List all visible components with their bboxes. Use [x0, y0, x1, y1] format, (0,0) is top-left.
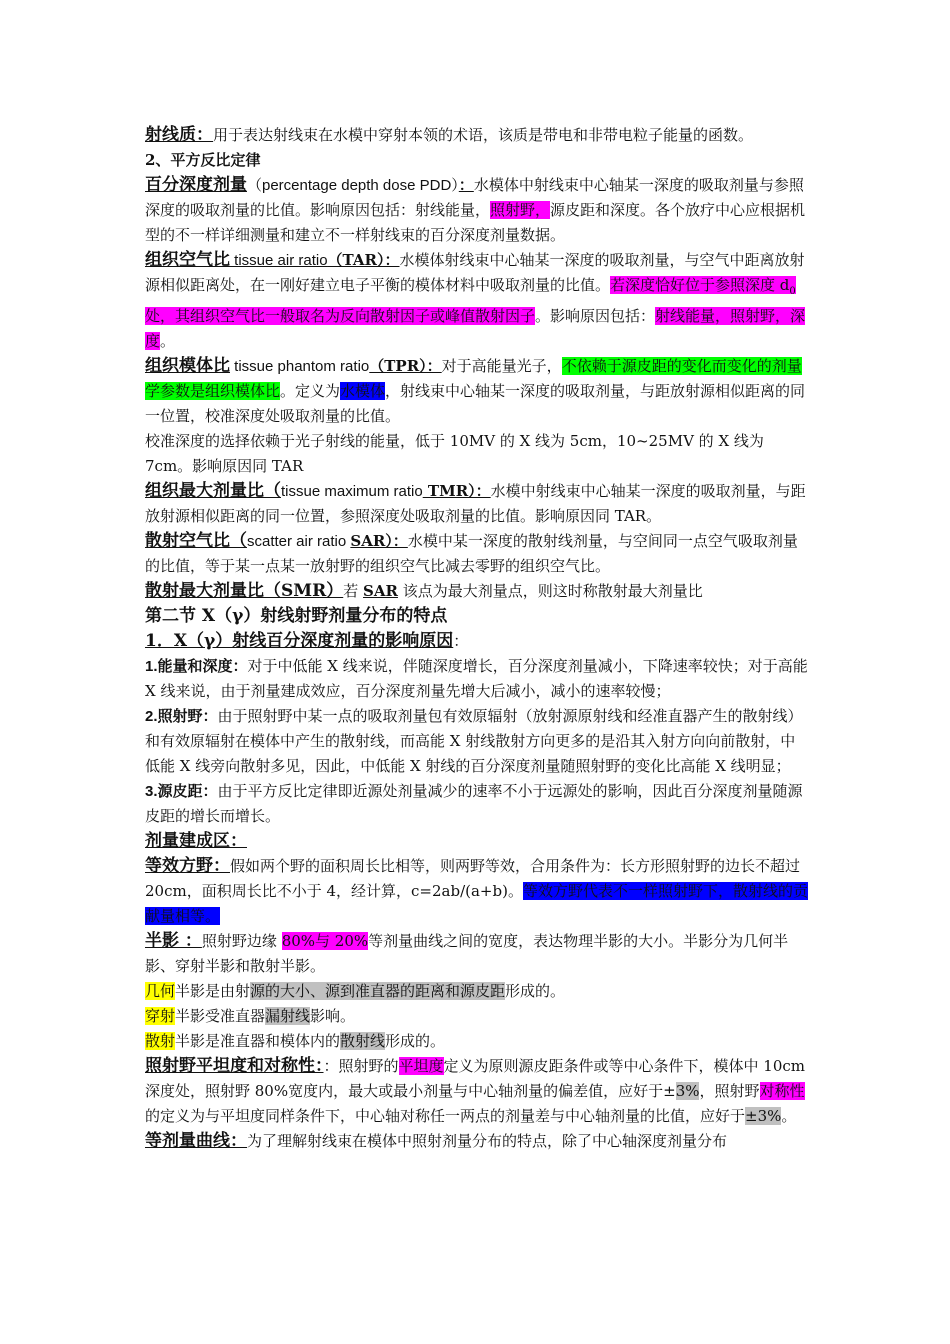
highlight-gray: 源的大小、源到准直器的距离和源皮距 — [250, 982, 506, 1000]
highlight-green: 不依赖于源皮距的变化而变化的剂量学参数是组织模体比 — [145, 357, 802, 400]
definition-text: 等剂量曲线之间的宽度，表达物理半影的大小。半影分为几何半影、穿射半影和散射半影。 — [145, 932, 789, 975]
sar-abbr: SAR — [363, 582, 398, 600]
term-isodose: 等剂量曲线： — [145, 1131, 247, 1151]
paragraph-section-two — [145, 604, 810, 629]
paragraph-tmr — [145, 479, 810, 529]
term-pdd-english: （percentage depth dose PDD） — [247, 177, 459, 194]
highlight-blue: 水模体 — [340, 382, 386, 400]
paragraph-pdd-factors-heading — [145, 629, 810, 654]
highlight-magenta: 80%与 20% — [281, 932, 369, 950]
highlight-yellow: 穿射 — [145, 1007, 176, 1025]
paragraph-ssd — [145, 779, 810, 829]
paragraph-calibration-depth — [145, 429, 810, 479]
paragraph-flatness-symmetry — [145, 1054, 810, 1129]
term-buildup: 剂量建成区： — [145, 831, 247, 851]
term-sar-abbr: SAR）： — [350, 532, 408, 550]
highlight-text: 处，其组织空气比一般取名为反向散射因子或峰值散射因子 — [145, 307, 536, 325]
paragraph-energy-depth — [145, 654, 810, 704]
definition-text: 假如两个野的面积周长比相等，则两野等效，合用条件为：长方形照射野的边长不超过 20cm，面积周长比不小于 4，经计算，c=2ab/(a+b)。 — [145, 857, 801, 900]
paragraph-field-size — [145, 704, 810, 779]
paragraph-radiation-quality — [145, 123, 810, 148]
paragraph-sar — [145, 529, 810, 579]
item-label: 2.照射野： — [145, 708, 218, 725]
term-equivalent-square: 等效方野： — [145, 856, 230, 876]
term-tpr-abbr: （TPR）： — [369, 357, 442, 375]
paragraph-transmission-penumbra — [145, 1004, 810, 1029]
subscript: 0 — [789, 286, 796, 297]
term-sar: 散射空气比（ — [145, 531, 247, 551]
term-smr: 散射最大剂量比（SMR） — [145, 581, 344, 601]
term-flatness-symmetry: 照射野平坦度和对称性： — [145, 1056, 324, 1076]
highlight-gray: ±3% — [745, 1107, 782, 1125]
term-colon: ： — [458, 176, 474, 194]
body-text: 定义为原则源皮距条件或等中心条件下，模体中 10cm 深度处，照射野 80%宽度内，最大或最小剂量与中心轴剂量的偏差值，应好于± — [145, 1057, 806, 1100]
definition-text: 若 — [343, 582, 364, 600]
definition-text: 水模体射线束中心轴某一深度的吸取剂量，与空气中距离放射源相似距离处，在一刚好建立电子平衡的模体材料中吸取剂量的比值。 — [145, 251, 805, 294]
term-tar-english: tissue air ratio — [230, 252, 328, 269]
body-text: 半影受准直器 — [175, 1007, 266, 1025]
definition-text: ，射线束中心轴某一深度的吸取剂量，与距放射源相似距离的同一位置，校准深度处吸取剂量的比值。 — [145, 382, 806, 425]
body-text: 。 — [781, 1107, 797, 1125]
section-heading: 第二节 X（γ）射线射野剂量分布的特点 — [145, 606, 448, 626]
highlight-yellow: 散射 — [145, 1032, 176, 1050]
section-heading: 2、平方反比定律 — [145, 151, 261, 169]
body-text: 的定义为与平坦度同样条件下，中心轴对称任一两点的剂量差与中心轴剂量的比值，应好于 — [145, 1107, 746, 1125]
paragraph-pdd — [145, 173, 810, 248]
definition-text: 水模中某一深度的散射线剂量，与空间同一点空气吸取剂量的比值，等于某一点某一放射野的组织空气比减去零野的组织空气比。 — [145, 532, 798, 575]
highlight-gray: 3% — [675, 1082, 700, 1100]
term-tar: 组织空气比 — [145, 250, 230, 270]
highlight-text: 若深度恰好位于参照深度 d — [610, 276, 790, 294]
term-penumbra: 半影 ： — [145, 931, 202, 951]
item-label: 3.源皮距： — [145, 783, 218, 800]
paragraph-isodose — [145, 1129, 810, 1154]
highlight-magenta: 照射野， — [490, 201, 551, 219]
paragraph-geometric-penumbra — [145, 979, 810, 1004]
body-text: 为了理解射线束在模体中照射剂量分布的特点，除了中心轴深度剂量分布 — [247, 1132, 728, 1150]
subsection-heading: 1．X（γ）射线百分深度剂量的影响原因 — [145, 631, 454, 651]
paragraph-smr — [145, 579, 810, 604]
highlight-magenta: 对称性 — [759, 1082, 805, 1100]
definition-text: 源皮距和深度。各个放疗中心应根据机型的不一样详细测量和建立不一样射线束的百分深度剂量数据。 — [145, 201, 806, 244]
term-tpr: 组织模体比 — [145, 356, 230, 376]
body-text: ：照射野的 — [323, 1057, 399, 1075]
definition-text: 水模体中射线束中心轴某一深度的吸取剂量与参照深度的吸取剂量的比值。影响原因包括：射线能量， — [145, 176, 804, 219]
highlight-blue: 等效方野代表不一样照射野下，散射线的贡献量相等。 — [145, 882, 808, 925]
body-text: 形成的。 — [505, 982, 566, 1000]
highlight-gray: 漏射线 — [265, 1007, 311, 1025]
paragraph-equivalent-square — [145, 854, 810, 929]
document-page — [145, 123, 810, 1154]
paragraph-tpr — [145, 354, 810, 429]
highlight-magenta: 平坦度 — [398, 1057, 444, 1075]
highlight-gray: 散射线 — [340, 1032, 386, 1050]
definition-text: 水模中射线束中心轴某一深度的吸取剂量，与距放射源相似距离的同一位置，参照深度处吸取剂量的比值。影响原因同 TAR。 — [145, 482, 806, 525]
highlight-magenta: 射线能量，照射野，深度 — [145, 307, 806, 350]
item-label: 1.能量和深度： — [145, 658, 248, 675]
term-pdd: 百分深度剂量 — [145, 175, 247, 195]
heading-colon: ： — [453, 632, 469, 650]
term-tmr: 组织最大剂量比（ — [145, 481, 281, 501]
definition-text: 照射野边缘 — [201, 932, 282, 950]
body-text: 影响。 — [310, 1007, 356, 1025]
definition-text: 对于高能量光子， — [441, 357, 562, 375]
paragraph-tar — [145, 248, 810, 354]
term-tmr-english: tissue maximum ratio — [281, 483, 423, 500]
term-sar-english: scatter air ratio — [247, 533, 351, 550]
paragraph-buildup — [145, 829, 810, 854]
item-text: 对于中低能 X 线来说，伴随深度增长，百分深度剂量减小，下降速率较快；对于高能 X 线来说，由于剂量建成效应，百分深度剂量先增大后减小，减小的速率较慢； — [145, 657, 808, 700]
definition-text: 用于表达射线束在水模中穿射本领的术语，该质是带电和非带电粒子能量的函数。 — [213, 126, 754, 144]
body-text: 校准深度的选择依赖于光子射线的能量，低于 10MV 的 X 线为 5cm，10~25MV 的 X 线为 7cm。影响原因同 TAR — [145, 432, 764, 475]
definition-text: 。定义为 — [280, 382, 341, 400]
body-text: 半影是由射 — [175, 982, 251, 1000]
body-text: 形成的。 — [385, 1032, 446, 1050]
body-text: ，照射野 — [699, 1082, 760, 1100]
paragraph-penumbra — [145, 929, 810, 979]
definition-text: 。 — [160, 332, 176, 350]
paragraph-scatter-penumbra — [145, 1029, 810, 1054]
body-text: 半影是准直器和模体内的 — [175, 1032, 341, 1050]
term-tpr-english: tissue phantom ratio — [230, 358, 370, 375]
definition-text: 该点为最大剂量点，则这时称散射最大剂量比 — [397, 582, 703, 600]
item-text: 由于平方反比定律即近源处剂量减少的速率不小于远源处的影响，因此百分深度剂量随源皮距的增长而增长。 — [145, 782, 803, 825]
highlight-yellow: 几何 — [145, 982, 176, 1000]
paragraph-inverse-square — [145, 148, 810, 173]
item-text: 由于照射野中某一点的吸取剂量包有效原辐射（放射源原射线和经准直器产生的散射线）和有效原辐射在模体中产生的散射线，而高能 X 射线散射方向更多的是沿其入射方向向前散射，中低能 X 线旁向散射多见，因此，中低能 X 射线的百分深度剂量随照射野的变化比高能 X 线明显； — [145, 707, 803, 775]
term-radiation-quality: 射线质： — [145, 125, 213, 145]
term-tmr-abbr: TMR）： — [422, 482, 491, 500]
definition-text: 。影响原因包括： — [535, 307, 656, 325]
term-tar-abbr: （TAR）： — [327, 251, 400, 269]
